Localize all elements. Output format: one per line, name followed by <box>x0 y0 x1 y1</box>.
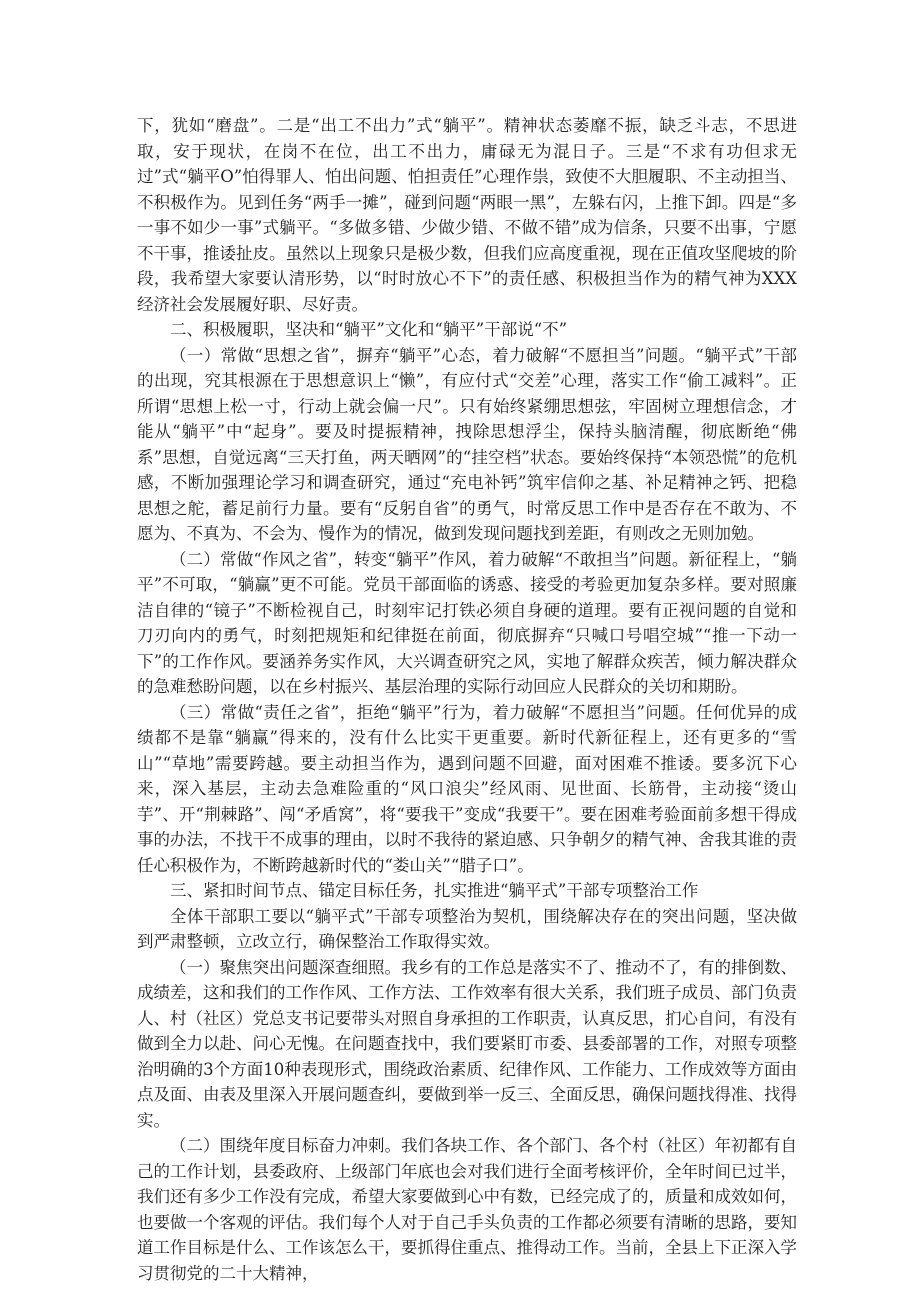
section-heading-2: 二、积极履职，坚决和“躺平”文化和“躺平”干部说“不” <box>170 320 568 339</box>
paragraph-problem-focus: （一）聚焦突出问题深查细照。我乡有的工作总是落实不了、推动不了，有的排倒数、成绩差，这和我们的工作作风、工作方法、工作效率有很大关系，我们班子成员、部门负责人、村（社区）党总支书记要带头对照自身承担的工作职责，认真反思，扪心自问，有没有做到全力以赴、问心无愧。在问题查找中，我们要紧盯市委、县委部署的工作，对照专项整治明确的3个方面10种表现形式，围绕政治素质、纪律作风、工作能力、工作成效等方面由点及面、由表及里深入开展问题查纠，要做到举一反三、全面反思，确保问题找得准、找得实。 <box>137 957 797 1130</box>
document-page <box>137 113 797 1286</box>
paragraph-thought-reflection: （一）常做“思想之省”，摒弃“躺平”心态，着力破解“不愿担当”问题。“躺平式”干部的出现，究其根源在于思想意识上“懒”，有应付式“交差”心理，落实工作“偷工减料”。正所谓“思想上松一寸，行动上就会偏一尺”。只有始终紧绷思想弦，牢固树立理想信念，才能从“躺平”中“起身”。要及时提振精神，拽除思想浮尘，保持头脑清醒，彻底断绝“佛系”思想，自觉远离“三天打鱼，两天晒网”的“挂空档”状态。要始终保持“本领恐慌”的危机感，不断加强理论学习和调查研究，通过“充电补钙”筑牢信仰之基、补足精神之钙、把稳思想之舵，蓄足前行力量。要有“反躬自省”的勇气，时常反思工作中是否存在不敢为、不愿为、不真为、不会为、慢作为的情况，做到发现问题找到差距，有则改之无则加勉。 <box>137 345 797 543</box>
paragraph-annual-goals: （二）围绕年度目标奋力冲刺。我们各块工作、各个部门、各个村（社区）年初都有自己的工作计划，县委政府、上级部门年底也会对我们进行全面考核评价，全年时间已过半，我们还有多少工作没有完成，希望大家要做到心中有数，已经完成了的，质量和成效如何，也要做一个客观的评估。我们每个人对于自己手头负责的工作都必须要有清晰的思路，要知道工作目标是什么、工作该怎么干，要抓得住重点、推得动工作。当前，全县上下正深入学习贯彻党的二十大精神， <box>137 1136 797 1283</box>
section-heading-3: 三、紧扣时间节点、锚定目标任务，扎实推进“躺平式”干部专项整治工作 <box>170 881 699 900</box>
paragraph-rectification-intro: 全体干部职工要以“躺平式”干部专项整治为契机，围绕解决存在的突出问题，坚决做到严肃整顿，立改立行，确保整治工作取得实效。 <box>137 906 797 951</box>
paragraph-responsibility-reflection: （三）常做“责任之省”，拒绝“躺平”行为，着力破解“不愿担当”问题。任何优异的成绩都不是靠“躺赢”得来的，没有什么比实干更重要。新时代新征程上，还有更多的“雪山”“草地”需要跨越。要主动担当作为，遇到问题不回避，面对困难不推诿。要多沉下心来，深入基层，主动去急难险重的“风口浪尖”经风雨、见世面、长筋骨，主动接“烫山芋”、开“荆棘路”、闯“矛盾窝”，将“要我干”变成“我要干”。要在困难考验面前多想干得成事的办法，不找干不成事的理由，以时不我待的紧迫感、只争朝夕的精气神、舍我其谁的责任心积极作为，不断跨越新时代的“娄山关”“腊子口”。 <box>137 702 797 875</box>
paragraph-continuation: 下，犹如“磨盘”。二是“出工不出力”式“躺平”。精神状态萎靡不振，缺乏斗志，不思进取，安于现状，在岗不在位，出工不出力，庸碌无为混日子。三是“不求有功但求无过”式“躺平O”怕得罪人、怕出问题、怕担责任”心理作祟，致使不大胆履职、不主动担当、不积极作为。见到任务“两手一摊”，碰到问题“两眼一黑”，左躲右闪，上推下卸。四是“多一事不如少一事”式躺平。“多做多错、少做少错、不做不错”成为信条，只要不出事，宁愿不干事，推诿扯皮。虽然以上现象只是极少数，但我们应高度重视，现在正值攻坚爬坡的阶段，我希望大家要认清形势，以“时时放心不下”的责任感、积极担当作为的精气神为XXX经济社会发展履好职、尽好责。 <box>137 116 797 314</box>
paragraph-style-reflection: （二）常做“作风之省”，转变“躺平”作风，着力破解“不敢担当”问题。新征程上，“躺平”不可取，“躺赢”更不可能。党员干部面临的诱惑、接受的考验更加复杂多样。要对照廉洁自律的“镜子”不断检视自己，时刻牢记打铁必须自身硬的道理。要有正视问题的自觉和刀刃向内的勇气，时刻把规矩和纪律挺在前面，彻底摒弃“只喊口号唱空城”“推一下动一下”的工作作风。要涵养务实作风，大兴调查研究之风，实地了解群众疾苦，倾力解决群众的急难愁盼问题，以在乡村振兴、基层治理的实际行动回应人民群众的关切和期盼。 <box>137 549 797 696</box>
